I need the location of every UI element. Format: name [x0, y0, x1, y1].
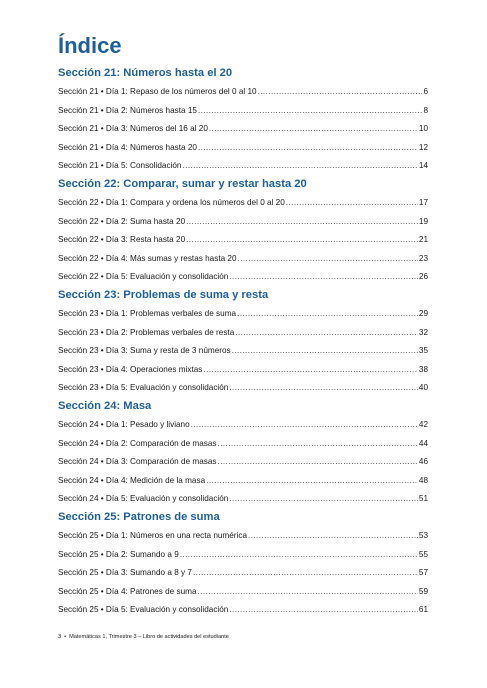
toc-entry[interactable]: [58, 527, 428, 546]
toc-entry-page: 21: [418, 235, 428, 244]
dot-leader: [229, 601, 418, 620]
toc-entry-page: 57: [418, 568, 428, 577]
toc-entry-label: Sección 21 • Día 1: Repaso de los números del 0 al 10: [58, 87, 257, 96]
dot-leader: [248, 527, 418, 546]
toc-entry[interactable]: [58, 268, 428, 287]
section-24: [58, 396, 428, 509]
toc-entry[interactable]: [58, 416, 428, 435]
toc-entry-page: 26: [418, 272, 428, 281]
toc-entry[interactable]: [58, 139, 428, 158]
toc-entry-page: 10: [418, 124, 428, 133]
toc-entry-label: Sección 24 • Día 4: Medición de la masa: [58, 475, 206, 485]
dot-leader: [198, 102, 422, 121]
dot-leader: [229, 490, 418, 509]
toc-entry-label: Sección 22 • Día 3: Resta hasta 20: [58, 235, 186, 244]
toc-entry-page: 32: [418, 327, 428, 337]
toc-entry[interactable]: [58, 601, 428, 620]
toc-entry[interactable]: [58, 194, 428, 213]
dot-leader: [191, 416, 418, 435]
dot-leader: [186, 231, 418, 250]
toc-entry[interactable]: [58, 490, 428, 509]
toc-entry-page: 48: [418, 475, 428, 485]
section-22: [58, 174, 428, 287]
section-heading: Sección 21: Números hasta el 20: [58, 67, 233, 79]
dot-leader: [258, 83, 423, 102]
toc-entry-label: Sección 23 • Día 3: Suma y resta de 3 números: [58, 346, 231, 355]
dot-leader: [218, 453, 418, 472]
toc-entry-page: 17: [418, 198, 428, 207]
dot-leader: [209, 120, 418, 139]
toc-entry-label: Sección 23 • Día 2: Problemas verbales de resta: [58, 327, 235, 337]
dot-leader: [180, 546, 418, 565]
dot-leader: [206, 472, 418, 491]
toc-entry-page: 23: [418, 253, 428, 263]
toc-entry-label: Sección 22 • Día 4: Más sumas y restas hasta 20: [58, 253, 237, 263]
toc-entry-page: 55: [418, 549, 428, 559]
dot-leader: [229, 379, 418, 398]
dot-leader: [182, 157, 417, 176]
toc-entry[interactable]: [58, 250, 428, 269]
page-footer: [58, 634, 229, 640]
section-heading: Sección 22: Comparar, sumar y restar hasta 20: [58, 178, 307, 190]
toc-entry[interactable]: [58, 342, 428, 361]
toc-entry-page: 42: [418, 420, 428, 429]
toc-entry-label: Sección 22 • Día 1: Compara y ordena los números del 0 al 20: [58, 198, 285, 207]
toc-entry-label: Sección 21 • Día 5: Consolidación: [58, 161, 182, 170]
toc-entry[interactable]: [58, 379, 428, 398]
toc-entry-page: 35: [418, 346, 428, 355]
dot-leader: [198, 583, 418, 602]
toc-entry[interactable]: [58, 324, 428, 343]
dot-leader: [193, 564, 418, 583]
section-23: [58, 285, 428, 398]
toc-entry-page: 19: [418, 216, 428, 226]
dot-leader: [229, 268, 418, 287]
dot-leader: [203, 361, 417, 380]
dot-leader: [186, 213, 418, 232]
dot-leader: [286, 194, 418, 213]
toc-entry-label: Sección 25 • Día 1: Números en una recta numérica: [58, 531, 248, 540]
toc-entry-page: 29: [418, 309, 428, 318]
toc-entry[interactable]: [58, 361, 428, 380]
toc-entry-label: Sección 22 • Día 5: Evaluación y consolidación: [58, 272, 229, 281]
toc-entry-label: Sección 25 • Día 4: Patrones de suma: [58, 586, 197, 596]
dot-leader: [237, 305, 418, 324]
toc-entry[interactable]: [58, 305, 428, 324]
toc-entry-label: Sección 21 • Día 4: Números hasta 20: [58, 142, 197, 152]
toc-entry[interactable]: [58, 120, 428, 139]
toc-entry-label: Sección 23 • Día 1: Problemas verbales de suma: [58, 309, 237, 318]
toc-entry[interactable]: [58, 564, 428, 583]
toc-entry-page: 59: [418, 586, 428, 596]
dot-leader: [198, 139, 418, 158]
toc-entry-label: Sección 23 • Día 5: Evaluación y consolidación: [58, 383, 229, 392]
toc-entry[interactable]: [58, 453, 428, 472]
toc-entry-page: 46: [418, 457, 428, 466]
toc-entry-page: 61: [418, 605, 428, 614]
toc-entry-label: Sección 25 • Día 3: Sumando a 8 y 7: [58, 568, 192, 577]
dot-leader: [232, 342, 418, 361]
toc-entry-label: Sección 22 • Día 2: Suma hasta 20: [58, 216, 186, 226]
toc-entry-label: Sección 25 • Día 5: Evaluación y consolidación: [58, 605, 229, 614]
dot-leader: [238, 250, 418, 269]
footer-page-number: 3: [58, 634, 62, 640]
toc-entry[interactable]: [58, 213, 428, 232]
section-25: [58, 507, 428, 620]
section-21: [58, 63, 428, 176]
toc-entry-label: Sección 24 • Día 2: Comparación de masas: [58, 438, 217, 448]
toc-entry-page: 6: [423, 87, 428, 96]
toc-entry-page: 40: [418, 383, 428, 392]
dot-leader: [218, 435, 418, 454]
toc-entry-page: 51: [418, 494, 428, 503]
footer-text: Matemáticas 1, Trimestre 3 – Libro de actividades del estudiante: [69, 634, 229, 640]
toc-entry-page: 12: [418, 142, 428, 152]
section-heading: Sección 24: Masa: [58, 400, 152, 412]
page-title: Índice: [58, 33, 122, 58]
toc-entry-label: Sección 24 • Día 5: Evaluación y consolidación: [58, 494, 229, 503]
toc-entry-label: Sección 24 • Día 3: Comparación de masas: [58, 457, 217, 466]
toc-entry-label: Sección 21 • Día 2: Números hasta 15: [58, 105, 197, 115]
section-heading: Sección 23: Problemas de suma y resta: [58, 289, 269, 301]
section-heading: Sección 25: Patrones de suma: [58, 511, 220, 523]
toc-entry-label: Sección 21 • Día 3: Números del 16 al 20: [58, 124, 208, 133]
toc-entry-label: Sección 25 • Día 2: Sumando a 9: [58, 549, 179, 559]
toc-entry-label: Sección 23 • Día 4: Operaciones mixtas: [58, 364, 203, 374]
toc-entry[interactable]: [58, 472, 428, 491]
toc-entry-label: Sección 24 • Día 1: Pesado y liviano: [58, 420, 190, 429]
footer-bullet: •: [64, 634, 67, 640]
toc-entry-page: 44: [418, 438, 428, 448]
toc-entry-page: 14: [418, 161, 428, 170]
toc-entry-page: 8: [423, 105, 428, 115]
toc-entry[interactable]: [58, 583, 428, 602]
toc-entry[interactable]: [58, 157, 428, 176]
toc-entry[interactable]: [58, 102, 428, 121]
toc-entry[interactable]: [58, 231, 428, 250]
toc-entry-page: 53: [418, 531, 428, 540]
toc-entry[interactable]: [58, 546, 428, 565]
dot-leader: [235, 324, 418, 343]
toc-entry[interactable]: [58, 435, 428, 454]
toc-entry[interactable]: [58, 83, 428, 102]
toc-entry-page: 38: [418, 364, 428, 374]
